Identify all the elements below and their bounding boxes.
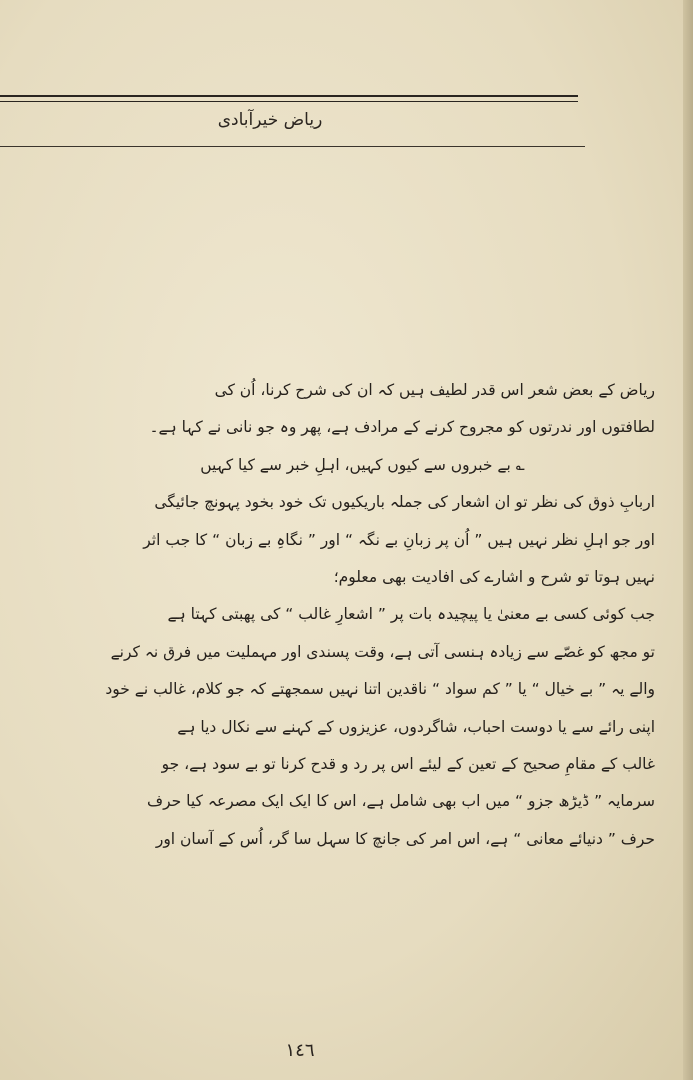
text-line: سرمایہ ” ڈیڑھ جزو “ میں اب بھی شامل ہے، اس کا ایک ایک مصرعہ کیا حرف: [147, 792, 655, 811]
header-rule-top-thin: [0, 101, 578, 102]
page-edge: [683, 0, 693, 1080]
page-number: ١٤٦: [285, 1040, 315, 1061]
body-text: [10, 372, 655, 858]
text-line: حرف ” دنیائے معانی “ ہے، اس امر کی جانچ کا سہل سا گر، اُس کے آسان اور: [155, 829, 655, 848]
text-line: ریاض کے بعض شعر اس قدر لطیف ہیں کہ ان کی شرح کرنا، اُن کی: [214, 381, 655, 399]
text-line: جب کوئی کسی بے معنیٰ یا پیچیدہ بات پر ” اشعارِ غالب “ کی پھبتی کہتا ہے: [167, 605, 655, 624]
text-line: غالب کے مقامِ صحیح کے تعین کے لیئے اس پر رد و قدح کرنا تو بے سود ہے، جو: [161, 754, 655, 773]
text-line: تو مجھ کو غصّے سے زیادہ ہنسی آتی ہے، وقت پسندی اور مہملیت میں فرق نہ کرنے: [110, 642, 655, 661]
header-rule-bottom: [0, 146, 585, 147]
text-line: اپنی رائے سے یا دوست احباب، شاگردوں، عزیزوں کے کہنے سے نکال دیا ہے: [177, 717, 655, 736]
text-line: نہیں ہوتا تو شرح و اشارے کی افادیت بھی معلوم؛: [333, 567, 655, 586]
running-header-title: ریاض خیرآبادی: [217, 110, 323, 130]
header-rule-top: [0, 95, 578, 97]
verse-line: ؎ بے خبروں سے کیوں کہیں، اہلِ خبر سے کیا کہیں: [200, 455, 525, 474]
text-line: اور جو اہلِ نظر نہیں ہیں ” اُن پر زبانِ بے نگہ “ اور ” نگاہِ بے زبان “ کا جب اثر: [143, 530, 655, 549]
text-line: والے یہ ” بے خیال “ یا ” کم سواد “ ناقدین اتنا نہیں سمجھتے کہ جو کلام، غالب نے خود: [105, 680, 655, 699]
text-line: لطافتوں اور ندرتوں کو مجروح کرنے کے مرادف ہے، پھر وہ جو نانی نے کہا ہے۔: [149, 418, 655, 437]
text-line: اربابِ ذوق کی نظر تو ان اشعار کی جملہ باریکیوں تک خود بخود پہونچ جائیگی: [154, 493, 655, 512]
